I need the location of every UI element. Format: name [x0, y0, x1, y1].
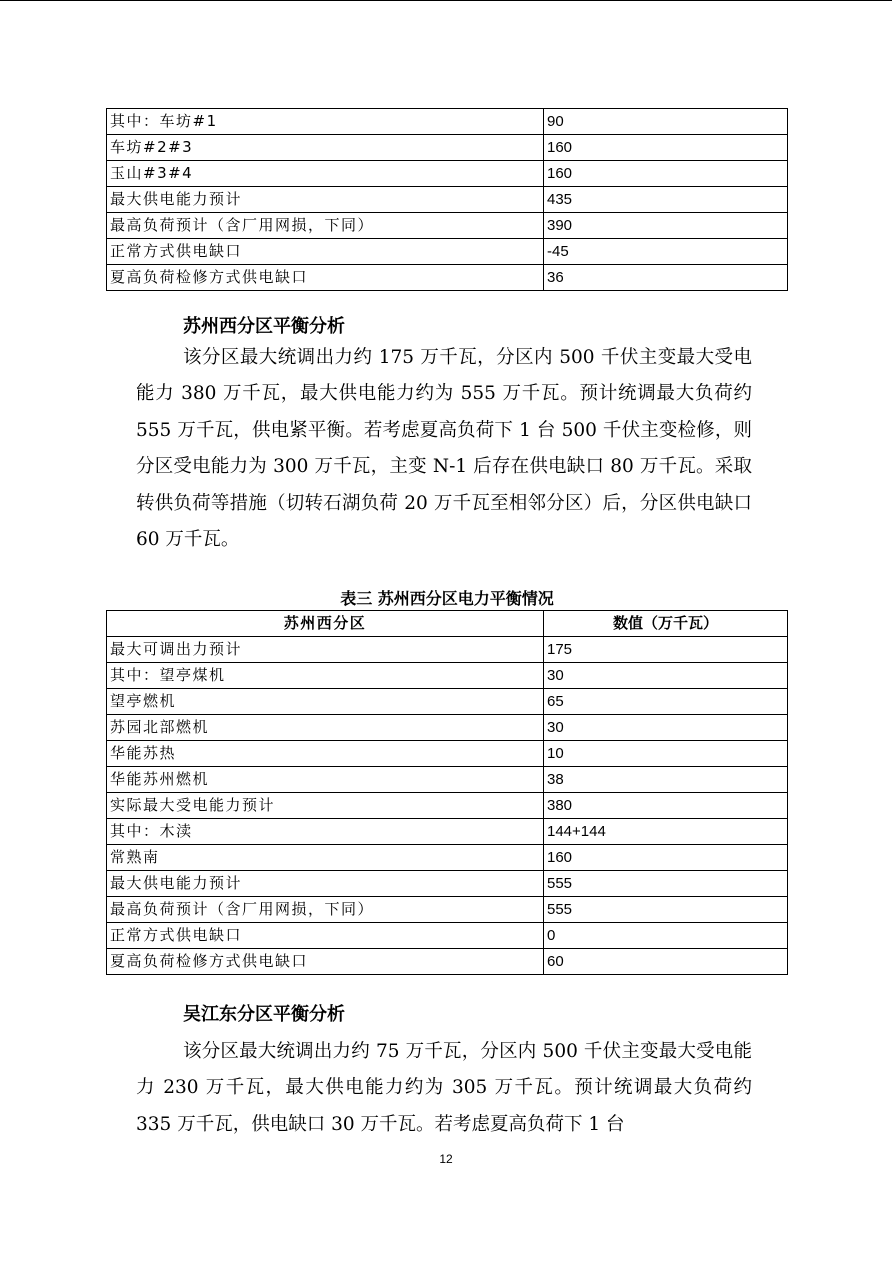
- row-value: 175: [544, 637, 788, 663]
- row-label: 正常方式供电缺口: [107, 239, 544, 265]
- section-heading-suzhou-west: 苏州西分区平衡分析: [183, 316, 345, 337]
- section-paragraph-suzhou-west: 该分区最大统调出力约 175 万千瓦，分区内 500 千伏主变最大受电能力 380 万千瓦，最大供电能力约为 555 万千瓦。预计统调最大负荷约 555 万千瓦，供电紧平衡。若考虑夏高负荷下 1 台 500 千伏主变检修，则分区受电能力为 300 万千瓦，主变 N-1 后存在供电缺口 80 万千瓦。采取转供负荷等措施（切转石湖负荷 20 万千瓦至相邻分区）后，分区供电缺口 60 万千瓦。: [136, 347, 752, 551]
- row-value: 380: [544, 793, 788, 819]
- row-value: 65: [544, 689, 788, 715]
- row-label: 其中：车坊#1: [107, 109, 544, 135]
- row-value: 30: [544, 715, 788, 741]
- row-value: 30: [544, 663, 788, 689]
- row-label: 最大供电能力预计: [107, 871, 544, 897]
- row-value: 38: [544, 767, 788, 793]
- row-value: 144+144: [544, 819, 788, 845]
- row-label: 夏高负荷检修方式供电缺口: [107, 949, 544, 975]
- table-row: [107, 949, 788, 975]
- row-label: 最高负荷预计（含厂用网损，下同）: [107, 897, 544, 923]
- row-label: 望亭燃机: [107, 689, 544, 715]
- column-header-district: 苏州西分区: [107, 611, 544, 637]
- row-value: 160: [544, 135, 788, 161]
- row-label: 华能苏热: [107, 741, 544, 767]
- row-value: 555: [544, 897, 788, 923]
- table-row: [107, 689, 788, 715]
- table-row: [107, 213, 788, 239]
- table-row: [107, 819, 788, 845]
- row-label: 最高负荷预计（含厂用网损，下同）: [107, 213, 544, 239]
- table-row: [107, 265, 788, 291]
- page-number: 12: [439, 1152, 453, 1166]
- table-row: [107, 109, 788, 135]
- row-value: 0: [544, 923, 788, 949]
- table-row: [107, 845, 788, 871]
- table-row: [107, 637, 788, 663]
- row-value: 435: [544, 187, 788, 213]
- row-label: 最大供电能力预计: [107, 187, 544, 213]
- row-value: 10: [544, 741, 788, 767]
- row-value: -45: [544, 239, 788, 265]
- row-label: 玉山#3#4: [107, 161, 544, 187]
- table-power-balance-continued: [106, 108, 788, 291]
- table-suzhou-west-balance: [106, 610, 788, 975]
- page-top-border: [0, 0, 892, 1]
- row-label: 其中：木渎: [107, 819, 544, 845]
- table-row: [107, 135, 788, 161]
- table-row: [107, 715, 788, 741]
- row-value: 90: [544, 109, 788, 135]
- row-value: 160: [544, 161, 788, 187]
- row-label: 正常方式供电缺口: [107, 923, 544, 949]
- row-label: 常熟南: [107, 845, 544, 871]
- row-label: 华能苏州燃机: [107, 767, 544, 793]
- column-header-value: 数值（万千瓦）: [544, 611, 788, 637]
- row-label: 实际最大受电能力预计: [107, 793, 544, 819]
- table-row: [107, 741, 788, 767]
- table-row: [107, 161, 788, 187]
- row-value: 36: [544, 265, 788, 291]
- row-value: 390: [544, 213, 788, 239]
- table-row: [107, 187, 788, 213]
- row-label: 苏园北部燃机: [107, 715, 544, 741]
- table-caption: 表三 苏州西分区电力平衡情况: [340, 589, 554, 608]
- row-label: 最大可调出力预计: [107, 637, 544, 663]
- row-value: 60: [544, 949, 788, 975]
- table-row: [107, 793, 788, 819]
- table-row: [107, 239, 788, 265]
- table-row: [107, 871, 788, 897]
- row-label: 车坊#2#3: [107, 135, 544, 161]
- section-paragraph-wujiang-east: 该分区最大统调出力约 75 万千瓦，分区内 500 千伏主变最大受电能力 230 万千瓦，最大供电能力约为 305 万千瓦。预计统调最大负荷约 335 万千瓦，供电缺口 30 万千瓦。若考虑夏高负荷下 1 台: [136, 1041, 752, 1135]
- table-row: [107, 897, 788, 923]
- table-row: [107, 923, 788, 949]
- table-header-row: [107, 611, 788, 637]
- row-value: 555: [544, 871, 788, 897]
- table-row: [107, 663, 788, 689]
- row-label: 其中：望亭煤机: [107, 663, 544, 689]
- section-heading-wujiang-east: 吴江东分区平衡分析: [183, 1004, 345, 1025]
- row-label: 夏高负荷检修方式供电缺口: [107, 265, 544, 291]
- row-value: 160: [544, 845, 788, 871]
- table-row: [107, 767, 788, 793]
